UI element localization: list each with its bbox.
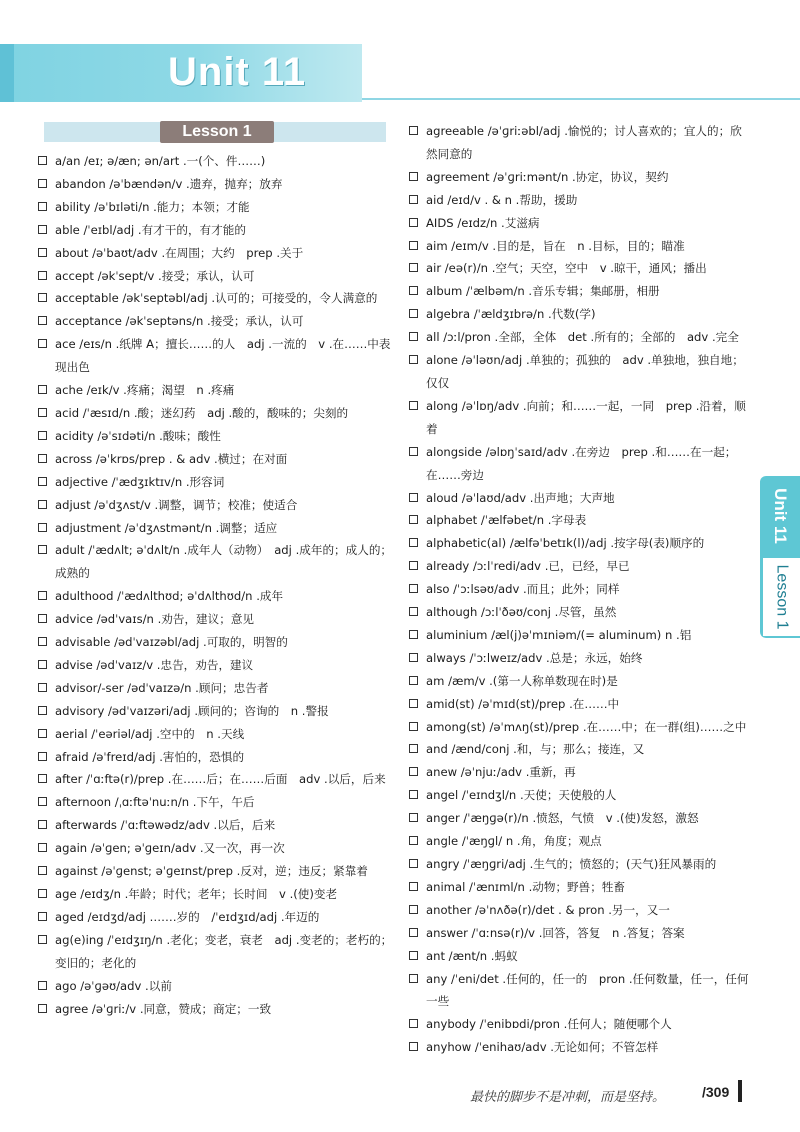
checkbox-icon[interactable] (409, 676, 418, 685)
word-entry (38, 539, 393, 585)
checkbox-icon[interactable] (409, 332, 418, 341)
footer-motto: 最快的脚步不是冲刺，而是坚持。 (470, 1090, 666, 1105)
entry-text: all /ɔːl/pron .全部，全体 det .所有的；全部的 adv .完全 (426, 330, 739, 345)
side-tab-lesson-label: Lesson 1 (773, 564, 791, 630)
checkbox-icon[interactable] (38, 660, 47, 669)
checkbox-icon[interactable] (409, 309, 418, 318)
checkbox-icon[interactable] (409, 493, 418, 502)
entry-text: acidity /əˈsɪdəti/n .酸味；酸性 (55, 428, 221, 443)
word-entry (409, 716, 751, 739)
entry-text: advice /ədˈvaɪs/n .劝告，建议；意见 (55, 612, 255, 627)
entry-text: afterwards /ˈɑːftəwədz/adv .以后，后来 (55, 818, 276, 833)
checkbox-icon[interactable] (409, 882, 418, 891)
entry-text: aged /eɪdʒd/adj .……岁的 /ˈeɪdʒɪd/adj .年迈的 (55, 909, 320, 924)
word-entry (38, 631, 393, 654)
checkbox-icon[interactable] (38, 797, 47, 806)
entry-text: always /ˈɔːlweɪz/adv .总是；永远，始终 (426, 650, 643, 665)
entry-text: although /ɔːlˈðəʊ/conj .尽管，虽然 (426, 605, 617, 620)
side-tab[interactable] (760, 476, 800, 638)
entry-text: adult /ˈædʌlt; əˈdʌlt/n .成年人（动物） adj .成年的；成人的；成熟的 (55, 543, 393, 581)
checkbox-icon[interactable] (38, 202, 47, 211)
word-entry (409, 693, 751, 716)
word-entry (409, 1013, 751, 1036)
left-word-column (38, 150, 393, 1020)
entry-text: anger /ˈæŋɡə(r)/n .愤怒，气愤 v .(使)发怒，激怒 (426, 811, 699, 826)
checkbox-icon[interactable] (409, 172, 418, 181)
checkbox-icon[interactable] (409, 241, 418, 250)
word-entry (409, 807, 751, 830)
word-entry (38, 471, 393, 494)
word-entry (38, 998, 393, 1021)
entry-text: agree /əˈɡriː/v .同意，赞成；商定；一致 (55, 1001, 272, 1016)
checkbox-icon[interactable] (38, 683, 47, 692)
checkbox-icon[interactable] (409, 790, 418, 799)
entry-text: adulthood /ˈædʌlthʊd; əˈdʌlthʊd/n .成年 (55, 589, 284, 604)
entry-text: album /ˈælbəm/n .音乐专辑；集邮册，相册 (426, 284, 660, 299)
word-entry (38, 768, 393, 791)
checkbox-icon[interactable] (38, 248, 47, 257)
footer-bar (738, 1080, 742, 1102)
entry-text: another /əˈnʌðə(r)/det . & pron .另一，又一 (426, 902, 670, 917)
checkbox-icon[interactable] (409, 951, 418, 960)
entry-text: advise /ədˈvaɪz/v .忠告，劝告，建议 (55, 657, 254, 672)
word-entry (409, 280, 751, 303)
checkbox-icon[interactable] (38, 385, 47, 394)
checkbox-icon[interactable] (38, 454, 47, 463)
word-entry (38, 242, 393, 265)
word-entry (38, 310, 393, 333)
entry-text: alongside /əlɒŋˈsaɪd/adv .在旁边 prep .和……在一起；在……旁边 (426, 444, 737, 482)
checkbox-icon[interactable] (409, 722, 418, 731)
word-entry (38, 425, 393, 448)
entry-text: already /ɔːlˈredi/adv .已，已经，早已 (426, 559, 630, 574)
entry-text: animal /ˈænɪml/n .动物；野兽；牲畜 (426, 879, 626, 894)
entry-text: agreeable /əˈɡriːəbl/adj .愉悦的；讨人喜欢的；宜人的；欣然同意的 (426, 124, 742, 161)
word-entry (409, 532, 751, 555)
page-number: /309 (702, 1084, 730, 1100)
entry-text: agreement /əˈɡriːmənt/n .协定，协议，契约 (426, 169, 669, 184)
checkbox-icon[interactable] (38, 752, 47, 761)
unit-banner (0, 44, 362, 102)
word-entry (38, 150, 393, 173)
entry-text: also /ˈɔːlsəʊ/adv .而且；此外；同样 (426, 582, 620, 597)
word-entry (38, 585, 393, 608)
checkbox-icon[interactable] (38, 729, 47, 738)
word-entry (409, 578, 751, 601)
checkbox-icon[interactable] (38, 477, 47, 486)
word-entry (38, 677, 393, 700)
word-entry (409, 784, 751, 807)
checkbox-icon[interactable] (38, 545, 47, 554)
checkbox-icon[interactable] (409, 447, 418, 456)
checkbox-icon[interactable] (38, 271, 47, 280)
entry-text: against /əˈɡenst; əˈɡeɪnst/prep .反对，逆；违反；紧靠着 (55, 864, 368, 879)
checkbox-icon[interactable] (38, 179, 47, 188)
entry-text: amid(st) /əˈmɪd(st)/prep .在……中 (426, 696, 620, 711)
entry-text: algebra /ˈældʒɪbrə/n .代数(学) (426, 307, 596, 322)
word-entry (409, 326, 751, 349)
word-entry (38, 219, 393, 242)
word-entry (409, 487, 751, 510)
word-entry (38, 791, 393, 814)
checkbox-icon[interactable] (38, 981, 47, 990)
word-entry (38, 883, 393, 906)
checkbox-icon[interactable] (409, 859, 418, 868)
entry-text: able /ˈeɪbl/adj .有才干的，有才能的 (55, 222, 246, 237)
checkbox-icon[interactable] (38, 408, 47, 417)
word-entry (409, 303, 751, 326)
word-entry (409, 624, 751, 647)
checkbox-icon[interactable] (409, 699, 418, 708)
checkbox-icon[interactable] (38, 293, 47, 302)
word-entry (38, 929, 393, 975)
checkbox-icon[interactable] (409, 813, 418, 822)
entry-text: angry /ˈæŋɡri/adj .生气的；愤怒的；(天气)狂风暴雨的 (426, 857, 717, 871)
entry-text: alphabetic(al) /ælfəˈbetɪk(l)/adj .按字母(表)顺序的 (426, 536, 705, 551)
word-entry (409, 853, 751, 876)
entry-text: anyhow /ˈenihaʊ/adv .无论如何；不管怎样 (426, 1040, 659, 1055)
entry-text: a/an /eɪ; ə/æn; ən/art .一(个、件……) (55, 154, 266, 168)
entry-text: ag(e)ing /ˈeɪdʒɪŋ/n .老化；变老，衰老 adj .变老的；老朽的；变旧的；老化的 (55, 932, 393, 970)
entry-text: AIDS /eɪdz/n .艾滋病 (426, 215, 540, 230)
word-entry (38, 402, 393, 425)
entry-text: anybody /ˈenibɒdi/pron .任何人；随便哪个人 (426, 1017, 672, 1032)
entry-text: any /ˈeni/det .任何的，任一的 pron .任何数量，任一，任何一些 (426, 971, 749, 1009)
word-entry (38, 975, 393, 998)
checkbox-icon[interactable] (409, 355, 418, 364)
checkbox-icon[interactable] (38, 866, 47, 875)
word-entry (38, 196, 393, 219)
checkbox-icon[interactable] (38, 523, 47, 532)
word-entry (409, 441, 751, 487)
checkbox-icon[interactable] (38, 614, 47, 623)
word-entry (38, 723, 393, 746)
entry-text: about /əˈbaʊt/adv .在周围；大约 prep .关于 (55, 245, 304, 260)
checkbox-icon[interactable] (409, 630, 418, 639)
word-entry (409, 212, 751, 235)
entry-text: afternoon /ˌɑːftəˈnuːn/n .下午，午后 (55, 795, 255, 810)
checkbox-icon[interactable] (409, 286, 418, 295)
word-entry (409, 830, 751, 853)
header-rule (362, 98, 800, 100)
word-entry (38, 654, 393, 677)
word-entry (38, 608, 393, 631)
lesson-header-strip (44, 122, 386, 142)
word-entry (409, 899, 751, 922)
word-entry (409, 235, 751, 258)
entry-text: again /əˈɡen; əˈɡeɪn/adv .又一次，再一次 (55, 841, 285, 856)
checkbox-icon[interactable] (409, 561, 418, 570)
word-entry (38, 287, 393, 310)
entry-text: aloud /əˈlaʊd/adv .出声地；大声地 (426, 490, 615, 505)
entry-text: abandon /əˈbændən/v .遗弃，抛弃；放弃 (55, 176, 283, 191)
entry-text: alone /əˈləʊn/adj .单独的；孤独的 adv .单独地，独自地；仅仅 (426, 353, 744, 390)
word-entry (409, 968, 751, 1014)
checkbox-icon[interactable] (409, 195, 418, 204)
checkbox-icon[interactable] (409, 767, 418, 776)
checkbox-icon[interactable] (38, 1004, 47, 1013)
checkbox-icon[interactable] (409, 905, 418, 914)
checkbox-icon[interactable] (409, 126, 418, 135)
checkbox-icon[interactable] (409, 401, 418, 410)
entry-text: acceptance /əkˈseptəns/n .接受；承认，认可 (55, 314, 304, 329)
checkbox-icon[interactable] (409, 584, 418, 593)
entry-text: afraid /əˈfreɪd/adj .害怕的，恐惧的 (55, 749, 245, 764)
word-entry (409, 257, 751, 280)
entry-text: aluminium /æl(j)əˈmɪniəm/(= aluminum) n .铝 (426, 627, 692, 642)
entry-text: ant /ænt/n .蚂蚁 (426, 948, 518, 963)
checkbox-icon[interactable] (409, 974, 418, 983)
entry-text: age /eɪdʒ/n .年龄；时代；老年；长时间 v .(使)变老 (55, 887, 338, 901)
entry-text: air /eə(r)/n .空气；天空，空中 v .晾干，通风；播出 (426, 261, 707, 276)
word-entry (409, 922, 751, 945)
banner-accent (0, 44, 14, 102)
entry-text: am /æm/v .(第一人称单数现在时)是 (426, 673, 618, 688)
word-entry (409, 670, 751, 693)
checkbox-icon[interactable] (38, 431, 47, 440)
word-entry (38, 860, 393, 883)
checkbox-icon[interactable] (38, 225, 47, 234)
checkbox-icon[interactable] (409, 1042, 418, 1051)
entry-text: accept /əkˈsept/v .接受；承认，认可 (55, 268, 255, 283)
word-entry (38, 379, 393, 402)
entry-text: ability /əˈbɪləti/n .能力；本领；才能 (55, 199, 250, 214)
side-tab-unit-label: Unit 11 (771, 488, 790, 544)
word-entry (409, 601, 751, 624)
word-entry (409, 1036, 751, 1059)
word-entry (38, 837, 393, 860)
checkbox-icon[interactable] (409, 836, 418, 845)
checkbox-icon[interactable] (38, 843, 47, 852)
checkbox-icon[interactable] (38, 935, 47, 944)
word-entry (38, 265, 393, 288)
word-entry (38, 906, 393, 929)
entry-text: advisor/-ser /ədˈvaɪzə/n .顾问；忠告者 (55, 680, 269, 695)
word-entry (38, 700, 393, 723)
checkbox-icon[interactable] (38, 316, 47, 325)
entry-text: aim /eɪm/v .目的是，旨在 n .目标，目的；瞄准 (426, 238, 685, 253)
word-entry (409, 647, 751, 670)
entry-text: aid /eɪd/v . & n .帮助，援助 (426, 192, 578, 207)
entry-text: ache /eɪk/v .疼痛；渴望 n .疼痛 (55, 383, 235, 398)
checkbox-icon[interactable] (38, 637, 47, 646)
entry-text: adjective /ˈædʒɪktɪv/n .形容词 (55, 474, 225, 489)
entry-text: anew /əˈnjuː/adv .重新，再 (426, 765, 576, 780)
checkbox-icon[interactable] (409, 744, 418, 753)
checkbox-icon[interactable] (409, 218, 418, 227)
entry-text: advisable /ədˈvaɪzəbl/adj .可取的，明智的 (55, 635, 288, 650)
checkbox-icon[interactable] (38, 912, 47, 921)
word-entry (38, 814, 393, 837)
checkbox-icon[interactable] (409, 607, 418, 616)
entry-text: adjustment /əˈdʒʌstmənt/n .调整；适应 (55, 520, 278, 535)
entry-text: among(st) /əˈmʌŋ(st)/prep .在……中；在一群(组)……之中 (426, 719, 747, 734)
word-entry (38, 517, 393, 540)
checkbox-icon[interactable] (409, 515, 418, 524)
word-entry (409, 509, 751, 532)
word-entry (38, 448, 393, 471)
checkbox-icon[interactable] (38, 706, 47, 715)
checkbox-icon[interactable] (38, 889, 47, 898)
checkbox-icon[interactable] (38, 820, 47, 829)
checkbox-icon[interactable] (38, 500, 47, 509)
checkbox-icon[interactable] (409, 1019, 418, 1028)
word-entry (38, 494, 393, 517)
word-entry (409, 555, 751, 578)
checkbox-icon[interactable] (38, 339, 47, 348)
word-entry (409, 945, 751, 968)
checkbox-icon[interactable] (409, 928, 418, 937)
entry-text: acid /ˈæsɪd/n .酸；迷幻药 adj .酸的，酸味的；尖刻的 (55, 405, 349, 420)
entry-text: aerial /ˈeəriəl/adj .空中的 n .天线 (55, 726, 245, 741)
entry-text: alphabet /ˈælfəbet/n .字母表 (426, 513, 587, 528)
word-entry (38, 173, 393, 196)
entry-text: advisory /ədˈvaɪzəri/adj .顾问的；咨询的 n .警报 (55, 703, 329, 718)
right-word-column (409, 120, 751, 1059)
entry-text: angel /ˈeɪndʒl/n .天使；天使般的人 (426, 788, 617, 803)
word-entry (409, 349, 751, 395)
entry-text: adjust /əˈdʒʌst/v .调整，调节；校准；使适合 (55, 497, 298, 512)
entry-text: across /əˈkrɒs/prep . & adv .横过；在对面 (55, 451, 288, 466)
entry-text: ago /əˈɡəʊ/adv .以前 (55, 978, 172, 993)
checkbox-icon[interactable] (409, 538, 418, 547)
word-entry (409, 738, 751, 761)
checkbox-icon[interactable] (409, 653, 418, 662)
side-tab-lesson (763, 558, 800, 636)
entry-text: along /əˈlɒŋ/adv .向前；和……一起，一同 prep .沿着，顺着 (426, 398, 746, 436)
word-entry (409, 166, 751, 189)
word-entry (409, 189, 751, 212)
checkbox-icon[interactable] (38, 591, 47, 600)
word-entry (409, 761, 751, 784)
word-entry (409, 876, 751, 899)
word-entry (409, 395, 751, 441)
entry-text: ace /eɪs/n .纸牌 A；擅长……的人 adj .一流的 v .在……中表现出色 (55, 337, 391, 375)
entry-text: angle /ˈæŋɡl/ n .角，角度；观点 (426, 834, 602, 849)
word-entry (409, 120, 751, 166)
checkbox-icon[interactable] (38, 774, 47, 783)
unit-title: Unit 11 (168, 50, 307, 94)
checkbox-icon[interactable] (38, 156, 47, 165)
lesson-badge: Lesson 1 (160, 121, 274, 143)
entry-text: and /ænd/conj .和，与；那么；接连，又 (426, 742, 645, 757)
side-tab-unit (760, 476, 800, 556)
word-entry (38, 333, 393, 379)
entry-text: answer /ˈɑːnsə(r)/v .回答，答复 n .答复；答案 (426, 925, 685, 940)
word-entry (38, 746, 393, 769)
checkbox-icon[interactable] (409, 263, 418, 272)
entry-text: after /ˈɑːftə(r)/prep .在……后；在……后面 adv .以后，后来 (55, 772, 386, 787)
entry-text: acceptable /əkˈseptəbl/adj .认可的；可接受的，令人满意的 (55, 291, 378, 306)
